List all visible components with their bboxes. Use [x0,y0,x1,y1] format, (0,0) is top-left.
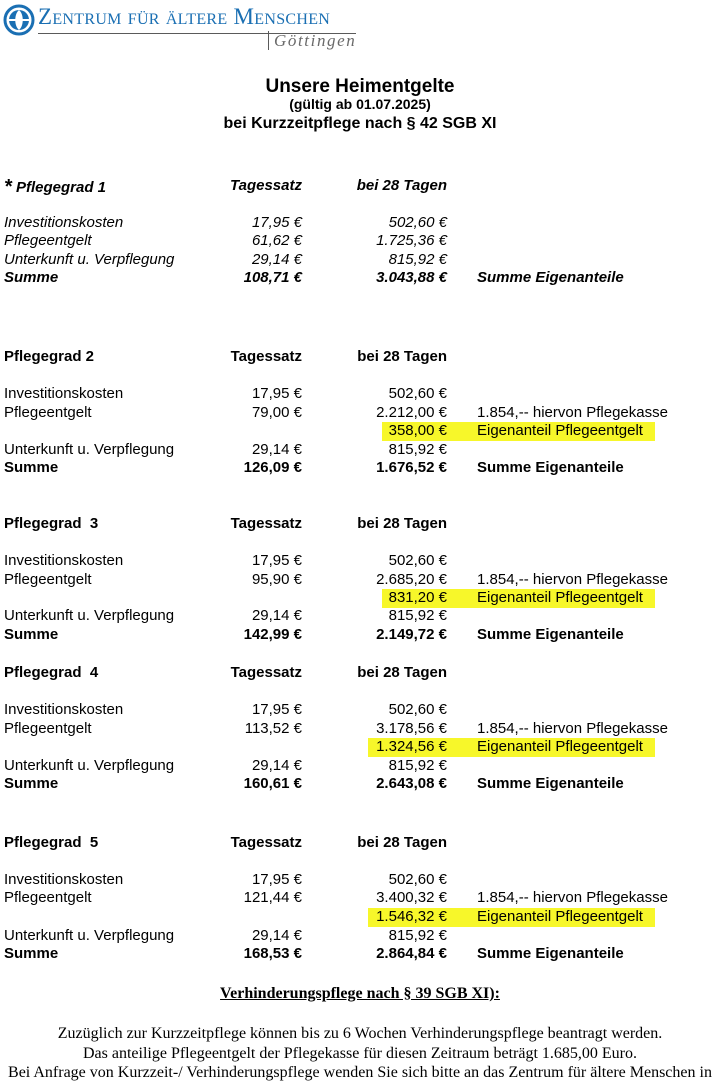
pg5-invest-rate: 17,95 € [251,871,302,888]
pg4-summe-rate: 160,61 € [243,775,302,792]
pg2-pflege-28: 2.212,00 € [376,404,447,421]
pg5-pflege-rate: 121,44 € [243,889,302,906]
pg5-header-row [0,834,720,852]
pg4-eigen-note: Eigenanteil Pflegeentgelt [477,738,643,755]
pg4-pflege-label: Pflegeentgelt [4,720,92,737]
pg1-pflege-row [0,232,720,250]
pg2-col-28: bei 28 Tagen [357,348,447,365]
pg4-pflege-note: 1.854,-- hiervon Pflegekasse [477,720,668,737]
pg3-summe-note: Summe Eigenanteile [477,626,624,643]
pg3-summe-label: Summe [4,626,59,643]
pg1-unterkunft-row [0,251,720,269]
pg5-unterkunft-28: 815,92 € [388,927,447,944]
pg4-invest-row [0,701,720,719]
pg1-invest-28: 502,60 € [388,214,447,231]
pg5-name: Pflegegrad 5 [4,834,99,851]
pg1-star: * [4,176,12,198]
pg5-pflege-28: 3.400,32 € [376,889,447,906]
pg3-invest-rate: 17,95 € [251,552,302,569]
pg1-pflege-rate: 61,62 € [251,232,302,249]
pg5-invest-label: Investitionskosten [4,871,124,888]
pg2-eigen-row [0,422,720,440]
pg2-summe-row [0,459,720,477]
pg1-summe-rate: 108,71 € [243,269,302,286]
pg4-unterkunft-28: 815,92 € [388,757,447,774]
pg3-eigen-28: 831,20 € [388,589,447,606]
pg4-header-row [0,664,720,682]
pg4-eigen-28: 1.324,56 € [376,738,447,755]
pg1-name: Pflegegrad 1 [15,179,106,196]
pg1-summe-label: Summe [4,269,59,286]
pg3-eigen-note: Eigenanteil Pflegeentgelt [477,589,643,606]
pg3-unterkunft-rate: 29,14 € [251,607,302,624]
pg5-summe-note: Summe Eigenanteile [477,945,624,962]
pg5-pflege-row [0,889,720,907]
pg2-unterkunft-label: Unterkunft u. Verpflegung [4,441,175,458]
pg2-eigen-28: 358,00 € [388,422,447,439]
footer-heading: Verhinderungspflege nach § 39 SGB XI): [220,985,500,1002]
pg3-summe-28: 2.149,72 € [376,626,447,643]
pg4-summe-label: Summe [4,775,59,792]
pg2-summe-rate: 126,09 € [243,459,302,476]
pg1-col-rate: Tagessatz [230,177,302,194]
pg2-invest-rate: 17,95 € [251,385,302,402]
pg4-name: Pflegegrad 4 [4,664,99,681]
pg2-invest-28: 502,60 € [388,385,447,402]
pg2-invest-label: Investitionskosten [4,385,124,402]
pg4-pflege-row [0,720,720,738]
pg3-eigen-row [0,589,720,607]
pg4-eigen-row [0,738,720,756]
pg4-unterkunft-rate: 29,14 € [251,757,302,774]
pg1-summe-row [0,269,720,287]
pg5-pflege-label: Pflegeentgelt [4,889,92,906]
pg5-summe-label: Summe [4,945,59,962]
pg1-col-28: bei 28 Tagen [356,177,447,194]
pg5-invest-row [0,871,720,889]
pg2-col-rate: Tagessatz [230,348,302,365]
logo-globe-icon [3,4,35,36]
pg4-col-28: bei 28 Tagen [357,664,447,681]
pg4-invest-label: Investitionskosten [4,701,124,718]
pg1-summe-28: 3.043,88 € [376,269,447,286]
pg1-pflege-28: 1.725,36 € [376,232,447,249]
footer-line-3: Bei Anfrage von Kurzzeit-/ Verhinderungspflege wenden Sie sich bitte an das Zentrum für ältere Menschen in [8,1064,712,1081]
pg3-header-row [0,515,720,533]
pg1-invest-row [0,214,720,232]
pg5-eigen-28: 1.546,32 € [376,908,447,925]
pg3-invest-row [0,552,720,570]
pg3-pflege-label: Pflegeentgelt [4,571,92,588]
pg4-unterkunft-row [0,757,720,775]
pg3-pflege-note: 1.854,-- hiervon Pflegekasse [477,571,668,588]
pg5-summe-row [0,945,720,963]
pg5-pflege-note: 1.854,-- hiervon Pflegekasse [477,889,668,906]
validity-date: (gültig ab 01.07.2025) [289,96,431,112]
pg2-eigen-note: Eigenanteil Pflegeentgelt [477,422,643,439]
pg2-summe-28: 1.676,52 € [376,459,447,476]
pg5-summe-rate: 168,53 € [243,945,302,962]
pg1-unterkunft-28: 815,92 € [388,251,447,268]
pg2-header-row [0,348,720,366]
logo-divider-vertical [268,31,269,50]
pg4-summe-28: 2.643,08 € [376,775,447,792]
pg1-pflege-label: Pflegeentgelt [4,232,92,249]
pg1-unterkunft-label: Unterkunft u. Verpflegung [4,251,175,268]
pg3-col-rate: Tagessatz [230,515,302,532]
pg4-unterkunft-label: Unterkunft u. Verpflegung [4,757,175,774]
pg3-pflege-28: 2.685,20 € [376,571,447,588]
pg4-summe-row [0,775,720,793]
pg2-invest-row [0,385,720,403]
pg2-summe-label: Summe [4,459,59,476]
pg1-summe-note: Summe Eigenanteile [477,269,624,286]
pg5-unterkunft-label: Unterkunft u. Verpflegung [4,927,175,944]
pg3-invest-label: Investitionskosten [4,552,124,569]
page-title: Unsere Heimentgelte [265,76,455,97]
pg3-summe-row [0,626,720,644]
pg2-unterkunft-28: 815,92 € [388,441,447,458]
pg5-invest-28: 502,60 € [388,871,447,888]
pg2-unterkunft-rate: 29,14 € [251,441,302,458]
pg5-eigen-row [0,908,720,926]
logo-title: Zentrum für ältere Menschen [38,4,331,29]
pg1-unterkunft-rate: 29,14 € [251,251,302,268]
pg3-col-28: bei 28 Tagen [357,515,447,532]
pg3-unterkunft-row [0,607,720,625]
pg2-summe-note: Summe Eigenanteile [477,459,624,476]
pg1-invest-label: Investitionskosten [4,214,124,231]
pg4-pflege-28: 3.178,56 € [376,720,447,737]
pg2-name: Pflegegrad 2 [4,348,95,365]
pg5-unterkunft-row [0,927,720,945]
pg4-invest-rate: 17,95 € [251,701,302,718]
pg5-col-rate: Tagessatz [230,834,302,851]
footer-line-2: Das anteilige Pflegeentgelt der Pflegekasse für diesen Zeitraum beträgt 1.685,00 Euro. [82,1045,638,1062]
page-subtitle: bei Kurzzeitpflege nach § 42 SGB XI [223,115,497,132]
pg4-summe-note: Summe Eigenanteile [477,775,624,792]
pg3-summe-rate: 142,99 € [243,626,302,643]
pg3-name: Pflegegrad 3 [4,515,99,532]
pg3-pflege-row [0,571,720,589]
pg5-summe-28: 2.864,84 € [376,945,447,962]
pg3-pflege-rate: 95,90 € [251,571,302,588]
pg4-pflege-rate: 113,52 € [244,720,302,737]
pg2-pflege-row [0,404,720,422]
pg2-pflege-rate: 79,00 € [251,404,302,421]
pg3-invest-28: 502,60 € [388,552,447,569]
pg5-unterkunft-rate: 29,14 € [251,927,302,944]
pg1-invest-rate: 17,95 € [251,214,302,231]
footer-line-1: Zuzüglich zur Kurzzeitpflege können bis zu 6 Wochen Verhinderungspflege beantragt werden. [57,1025,663,1042]
pg5-eigen-note: Eigenanteil Pflegeentgelt [477,908,643,925]
pg3-unterkunft-label: Unterkunft u. Verpflegung [4,607,175,624]
pg2-pflege-label: Pflegeentgelt [4,404,92,421]
pg2-pflege-note: 1.854,-- hiervon Pflegekasse [477,404,668,421]
pg3-unterkunft-28: 815,92 € [388,607,447,624]
logo-subtitle: Göttingen [274,31,357,50]
pg4-col-rate: Tagessatz [230,664,302,681]
pg5-col-28: bei 28 Tagen [357,834,447,851]
pg2-unterkunft-row [0,441,720,459]
pg4-invest-28: 502,60 € [388,701,447,718]
pg1-header-row [0,176,720,198]
